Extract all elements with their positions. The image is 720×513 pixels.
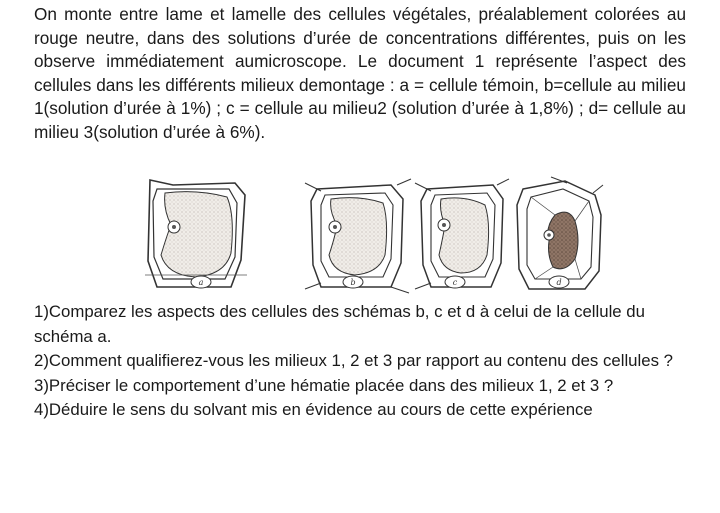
question-3: 3)Préciser le comportement d’une hématie placée dans des milieux 1, 2 et 3 ? <box>34 375 614 395</box>
cell-a <box>145 180 247 288</box>
cell-label-c: c <box>452 278 458 287</box>
cell-d <box>517 177 603 289</box>
cell-c <box>415 179 509 289</box>
questions-list <box>34 300 694 423</box>
document-1-figure <box>145 175 605 297</box>
question-4: 4)Déduire le sens du solvant mis en évidence au cours de cette expérience <box>34 400 593 419</box>
cell-b <box>305 179 411 293</box>
question-1: 1)Comparez les aspects des cellules des schémas b, c et d à celui de la cellule du schéma a. <box>34 302 645 346</box>
cell-label-b: b <box>350 278 356 287</box>
cell-label-d: d <box>556 278 562 287</box>
cell-label-a: a <box>198 278 204 287</box>
question-2: 2)Comment qualifierez-vous les milieux 1, 2 et 3 par rapport au contenu des cellules ? <box>34 351 673 370</box>
intro-paragraph: On monte entre lame et lamelle des cellules végétales, préalablement colorées au rouge neutre, dans des solutions d’urée de concentrations différentes, puis on les observe immédiatement aumicroscope. Le document 1 représente l’aspect des cellules dans les différents milieux demontage : a = cellule témoin, b=cellule au milieu 1(solution d’urée à 1%) ; c = cellule au milieu2 (solution d’urée à 1,8%) ; d= cellule au milieu 3(solution d’urée à 6%). <box>34 4 686 142</box>
